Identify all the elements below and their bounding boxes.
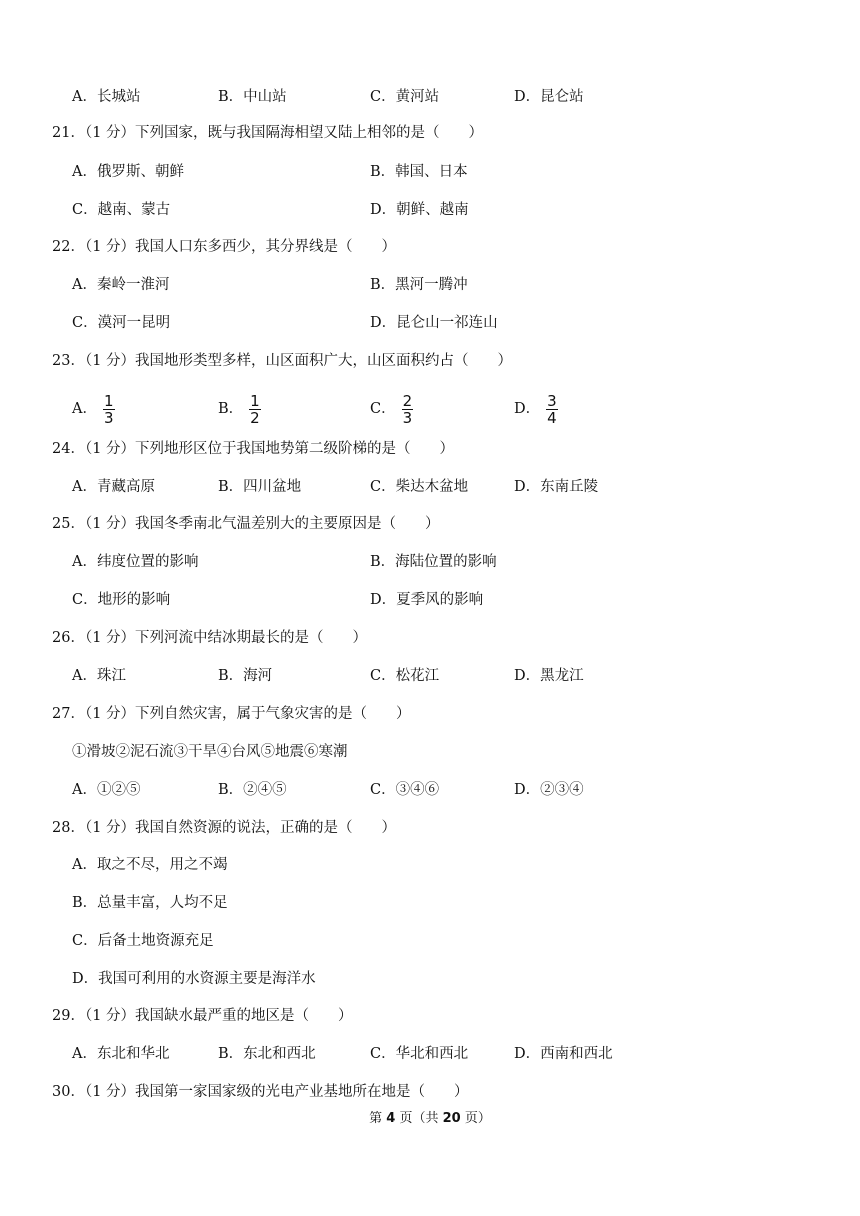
q26-option-d: D．黑龙江 xyxy=(514,668,584,684)
q24-options xyxy=(0,475,860,499)
q28-option-b-line xyxy=(0,891,860,915)
q25-option-d: D．夏季风的影响 xyxy=(370,592,484,608)
q20-option-c: C．黄河站 xyxy=(370,89,440,105)
q22-stem: 22．（1 分）我国人口东多西少，其分界线是（ ） xyxy=(52,239,397,255)
q25-options-row2 xyxy=(0,588,860,612)
fraction-numerator: 1 xyxy=(250,391,260,410)
q26-option-a: A．珠江 xyxy=(72,668,126,684)
q26-option-c: C．松花江 xyxy=(370,668,440,684)
q23-option-a xyxy=(72,389,115,429)
q25-option-b: B．海陆位置的影响 xyxy=(370,554,497,570)
q21-stem: 21．（1 分）下列国家，既与我国隔海相望又陆上相邻的是（ ） xyxy=(52,125,484,141)
q22-option-d: D．昆仑山一祁连山 xyxy=(370,315,498,331)
fraction-denominator: 4 xyxy=(547,408,557,427)
q28-option-b: B．总量丰富，人均不足 xyxy=(72,895,228,911)
footer-total-pages: 20 xyxy=(442,1111,461,1126)
q30-stem-line xyxy=(0,1080,860,1104)
q29-options xyxy=(0,1042,860,1066)
q23-option-c-fraction xyxy=(402,393,414,426)
q28-option-c: C．后备土地资源充足 xyxy=(72,933,214,949)
q28-option-a-line xyxy=(0,853,860,877)
q25-option-a: A．纬度位置的影响 xyxy=(72,554,199,570)
q21-option-d: D．朝鲜、越南 xyxy=(370,202,469,218)
q23-stem-line xyxy=(0,349,860,373)
q29-stem-line xyxy=(0,1004,860,1028)
page-footer xyxy=(0,1110,860,1128)
q23-option-c-label: C． xyxy=(370,401,396,417)
q23-option-a-fraction xyxy=(103,393,115,426)
q22-stem-line xyxy=(0,235,860,259)
q23-option-b xyxy=(218,389,261,429)
q25-stem: 25．（1 分）我国冬季南北气温差别大的主要原因是（ ） xyxy=(52,516,440,532)
q27-option-a: A．①②⑤ xyxy=(72,782,141,798)
q27-stem-line xyxy=(0,702,860,726)
q20-options xyxy=(0,85,860,109)
q20-option-a: A．长城站 xyxy=(72,89,141,105)
q21-option-a: A．俄罗斯、朝鲜 xyxy=(72,164,184,180)
q23-options xyxy=(0,389,860,429)
fraction-denominator: 2 xyxy=(250,408,260,427)
footer-middle: 页（共 xyxy=(399,1111,439,1126)
q29-option-c: C．华北和西北 xyxy=(370,1046,469,1062)
q21-option-c: C．越南、蒙古 xyxy=(72,202,171,218)
q27-option-d: D．②③④ xyxy=(514,782,584,798)
q21-option-b: B．韩国、日本 xyxy=(370,164,468,180)
q23-option-d-label: D． xyxy=(514,401,541,417)
q28-option-d-line xyxy=(0,967,860,991)
fraction-denominator: 3 xyxy=(103,408,114,427)
q23-option-c xyxy=(370,389,413,429)
q30-stem: 30．（1 分）我国第一家国家级的光电产业基地所在地是（ ） xyxy=(52,1084,469,1100)
footer-suffix: 页） xyxy=(464,1111,491,1126)
fraction-numerator: 2 xyxy=(402,391,413,410)
q28-option-a: A．取之不尽，用之不竭 xyxy=(72,857,228,873)
q25-option-c: C．地形的影响 xyxy=(72,592,171,608)
q25-options-row1 xyxy=(0,550,860,574)
q22-option-a: A．秦岭一淮河 xyxy=(72,277,170,293)
q24-stem-line xyxy=(0,437,860,461)
q28-stem-line xyxy=(0,816,860,840)
q28-option-d: D．我国可利用的水资源主要是海洋水 xyxy=(72,971,316,987)
q24-option-b: B．四川盆地 xyxy=(218,479,302,495)
q27-items-line xyxy=(0,740,860,764)
q22-option-c: C．漠河一昆明 xyxy=(72,315,171,331)
q25-stem-line xyxy=(0,512,860,536)
fraction-numerator: 1 xyxy=(103,391,114,410)
q22-option-b: B．黑河一腾冲 xyxy=(370,277,468,293)
q23-option-b-fraction xyxy=(249,393,261,426)
q23-option-d xyxy=(514,389,558,429)
q29-option-a: A．东北和华北 xyxy=(72,1046,170,1062)
q26-stem-line xyxy=(0,626,860,650)
fraction-numerator: 3 xyxy=(547,391,557,410)
q22-options-row1 xyxy=(0,273,860,297)
q21-options-row1 xyxy=(0,160,860,184)
q27-option-b: B．②④⑤ xyxy=(218,782,287,798)
q29-option-d: D．西南和西北 xyxy=(514,1046,613,1062)
fraction-denominator: 3 xyxy=(402,408,413,427)
q23-stem: 23．（1 分）我国地形类型多样，山区面积广大，山区面积约占（ ） xyxy=(52,353,513,369)
q24-stem: 24．（1 分）下列地形区位于我国地势第二级阶梯的是（ ） xyxy=(52,441,455,457)
q27-items: ①滑坡②泥石流③干旱④台风⑤地震⑥寒潮 xyxy=(72,744,348,760)
q24-option-d: D．东南丘陵 xyxy=(514,479,599,495)
q23-option-b-label: B． xyxy=(218,401,244,417)
q20-option-d: D．昆仑站 xyxy=(514,89,584,105)
q26-option-b: B．海河 xyxy=(218,668,273,684)
q27-stem: 27．（1 分）下列自然灾害，属于气象灾害的是（ ） xyxy=(52,706,411,722)
q27-option-c: C．③④⑥ xyxy=(370,782,440,798)
q24-option-c: C．柴达木盆地 xyxy=(370,479,469,495)
q21-stem-line xyxy=(0,121,860,145)
footer-prefix: 第 xyxy=(369,1111,383,1126)
q23-option-d-fraction xyxy=(546,393,558,426)
q29-stem: 29．（1 分）我国缺水最严重的地区是（ ） xyxy=(52,1008,353,1024)
q24-option-a: A．青藏高原 xyxy=(72,479,155,495)
footer-page-number: 4 xyxy=(386,1111,396,1126)
q26-options xyxy=(0,664,860,688)
q20-option-b: B．中山站 xyxy=(218,89,287,105)
q22-options-row2 xyxy=(0,311,860,335)
q29-option-b: B．东北和西北 xyxy=(218,1046,316,1062)
q23-option-a-label: A． xyxy=(72,401,97,417)
q26-stem: 26．（1 分）下列河流中结冰期最长的是（ ） xyxy=(52,630,368,646)
q21-options-row2 xyxy=(0,198,860,222)
q27-options xyxy=(0,778,860,802)
q28-option-c-line xyxy=(0,929,860,953)
q28-stem: 28．（1 分）我国自然资源的说法，正确的是（ ） xyxy=(52,820,397,836)
